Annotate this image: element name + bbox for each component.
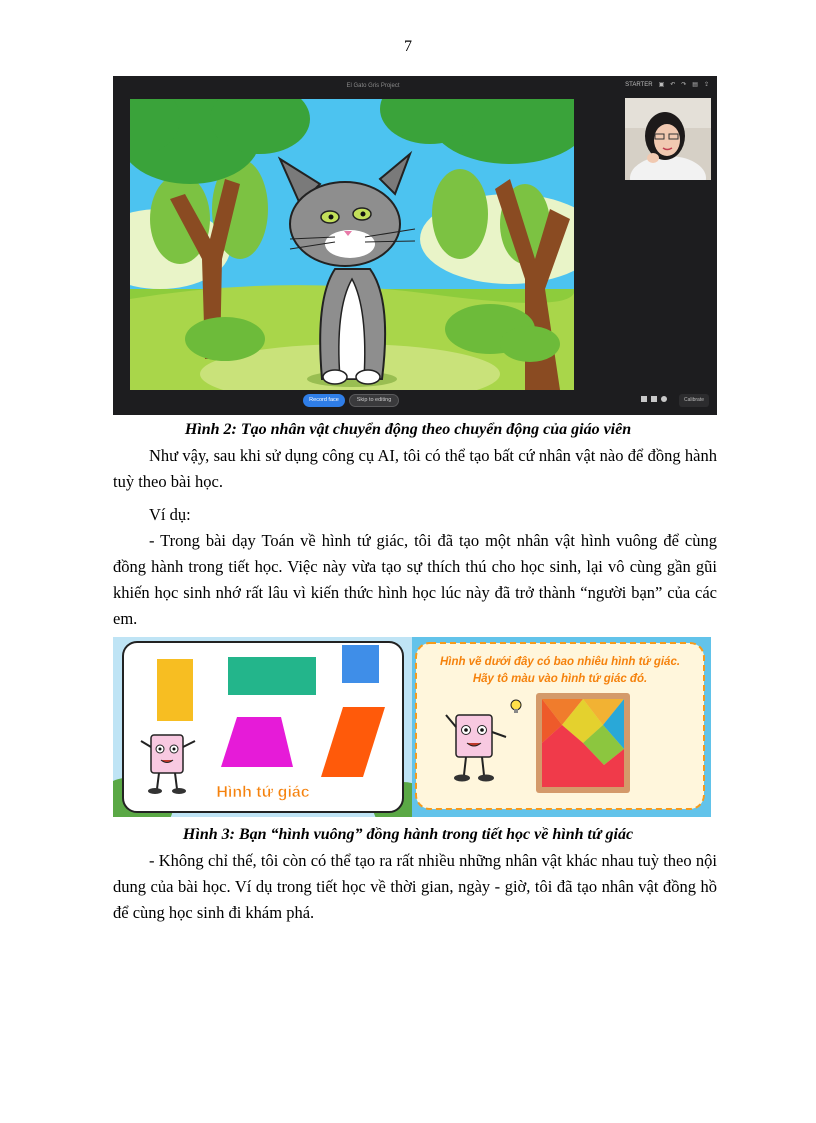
- undo-icon[interactable]: ↶: [670, 82, 676, 88]
- skip-to-editing-button[interactable]: Skip to editing: [349, 394, 399, 407]
- record-face-button[interactable]: Record face: [303, 394, 345, 407]
- settings-icon[interactable]: [661, 396, 667, 402]
- view-controls: [641, 396, 667, 402]
- app-title: El Gato Gris Project: [346, 83, 400, 89]
- share-icon[interactable]: ⇪: [703, 82, 709, 88]
- paragraph-3: - Trong bài dạy Toán về hình tứ giác, tôi đã tạo một nhân vật hình vuông để cùng đồng hành trong tiết học. Việc này vừa tạo sự thích thú cho học sinh, lại vô cùng gần gũi khiến học sinh nhớ rất lâu vì kiến thức hình học lúc này đã trở thành “người bạn” của các em.: [113, 531, 717, 628]
- paragraph-2: Ví dụ:: [149, 505, 191, 524]
- figure-2-screenshot: [113, 76, 717, 415]
- right-panel: [412, 637, 711, 817]
- top-toolbar: [625, 81, 709, 88]
- page-number: 7: [404, 38, 412, 55]
- cartoon-cat-scene: [130, 99, 574, 390]
- right-panel-question-line2: Hãy tô màu vào hình tứ giác đó.: [472, 673, 648, 685]
- tangram-puzzle: [536, 693, 630, 793]
- figure-3-caption: Hình 3: Bạn “hình vuông” đồng hành trong tiết học về hình tứ giác: [182, 826, 634, 843]
- right-panel-background: [412, 637, 711, 817]
- calibrate-button[interactable]: Calibrate: [679, 394, 709, 407]
- paragraph-4: - Không chỉ thế, tôi còn có thể tạo ra rất nhiều những nhân vật khác nhau tuỳ theo nội dung của bài học. Ví dụ trong tiết học về thời gian, ngày - giờ, tôi đã tạo nhân vật đồng hồ để cùng học sinh đi khám phá.: [113, 851, 717, 922]
- left-panel-background: [113, 637, 412, 817]
- person-icon[interactable]: [651, 396, 657, 402]
- figure-3-image: [113, 637, 711, 817]
- paragraph-1: Như vậy, sau khi sử dụng công cụ AI, tôi có thể tạo bất cứ nhân vật nào để đồng hành tuỳ theo bài học.: [113, 446, 717, 491]
- panel-icon[interactable]: ▣: [658, 82, 665, 88]
- toolbar-label: STARTER: [625, 81, 653, 88]
- comment-icon[interactable]: ▤: [692, 82, 698, 88]
- bottom-controls: [113, 392, 717, 414]
- layout-icon[interactable]: [641, 396, 647, 402]
- redo-icon[interactable]: ↷: [681, 82, 687, 88]
- webcam-preview: [625, 98, 711, 180]
- figure-2-caption: Hình 2: Tạo nhân vật chuyển động theo chuyển động của giáo viên: [184, 421, 632, 438]
- left-panel: [113, 637, 412, 817]
- right-panel-question-line1: Hình vẽ dưới đây có bao nhiêu hình tứ giác.: [439, 656, 681, 668]
- left-panel-label: Hình tứ giác: [216, 784, 310, 801]
